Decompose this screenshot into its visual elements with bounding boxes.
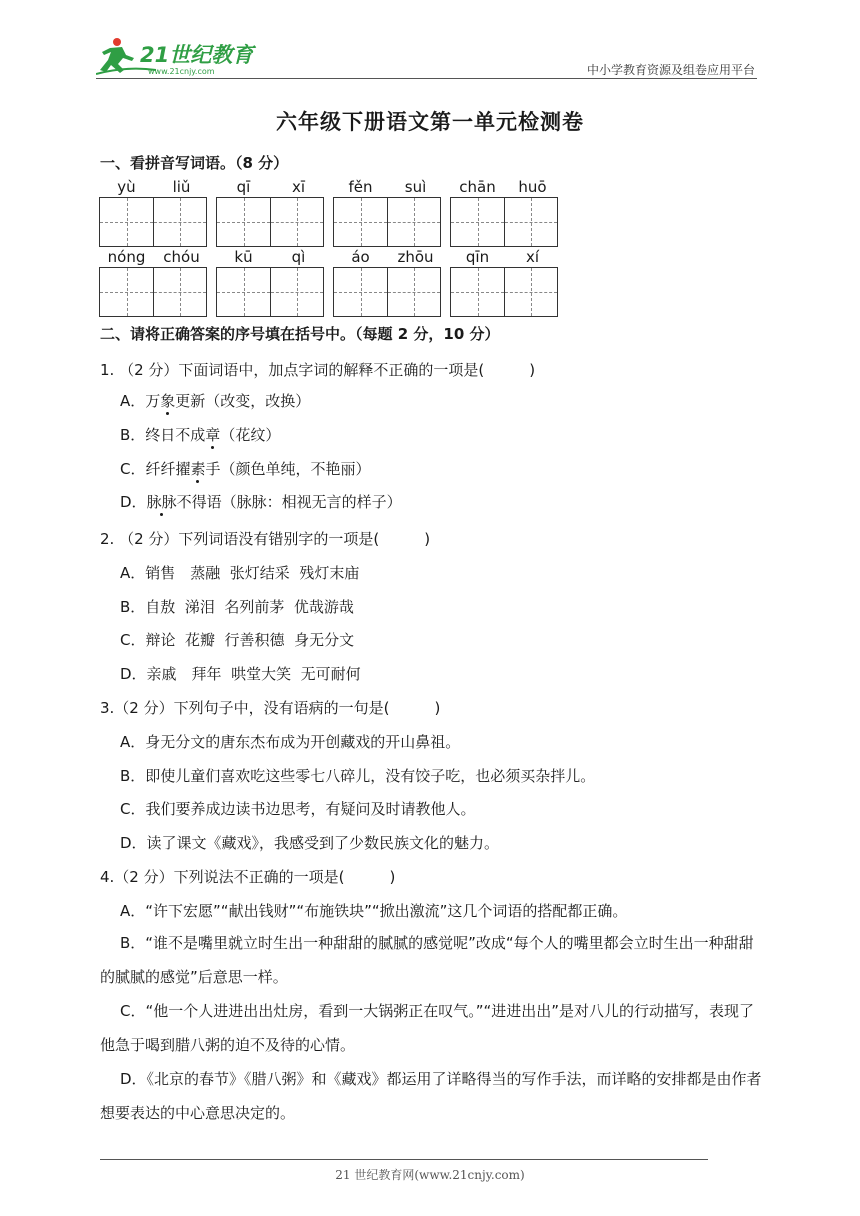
q4-option-b[interactable]: B．“谁不是嘴里就立时生出一种甜甜的腻腻的感觉呢”改成“每个人的嘴里都会立时生出一种甜甜的腻腻的感觉”后意思一样。: [100, 934, 754, 986]
question-1-stem: 1. （2 分）下面词语中，加点字词的解释不正确的一项是( ): [100, 361, 536, 379]
q3-option-c[interactable]: C．我们要养成边读书边思考，有疑问及时请教他人。: [120, 800, 476, 818]
question-3-stem: 3.（2 分）下列句子中，没有语病的一句是( ): [100, 699, 441, 717]
q2-option-a[interactable]: A．销售 蒸融 张灯结采 残灯末庙: [120, 564, 360, 582]
q2-option-d[interactable]: D．亲戚 拜年 哄堂大笑 无可耐何: [120, 665, 361, 683]
q1-option-d[interactable]: D．脉脉不得语（脉脉：相视无言的样子）: [120, 493, 402, 511]
q1-option-c[interactable]: C．纤纤擢素手（颜色单纯，不艳丽）: [120, 460, 371, 478]
q3-option-b[interactable]: B．即使儿童们喜欢吃这些零七八碎儿，没有饺子吃，也必须买杂拌儿。: [120, 767, 596, 785]
writing-grid[interactable]: [99, 197, 207, 247]
q4-option-a[interactable]: A．“许下宏愿”“献出钱财”“布施铁块”“掀出激流”这几个词语的搭配都正确。: [120, 902, 628, 920]
writing-grid[interactable]: [333, 267, 441, 317]
runner-logo-icon: [96, 36, 266, 76]
writing-grid[interactable]: [450, 267, 558, 317]
writing-grid[interactable]: [333, 197, 441, 247]
section-2-heading: 二、请将正确答案的序号填在括号中。（每题 2 分，10 分）: [100, 325, 500, 343]
header-divider: [96, 78, 757, 79]
q4-option-d[interactable]: D．《北京的春节》《腊八粥》和《藏戏》都运用了详略得当的写作手法，而详略的安排都是由作者想要表达的中心意思决定的。: [100, 1070, 762, 1122]
page-footer: 21 世纪教育网(www.21cnjy.com): [335, 1168, 525, 1182]
footer-divider: [100, 1159, 708, 1160]
svg-text:www.21cnjy.com: www.21cnjy.com: [148, 67, 215, 76]
page-header: [0, 0, 860, 80]
emphasis-dot: 脉脉: [146, 493, 177, 511]
q1-option-b[interactable]: B．终日不成章（花纹）: [120, 426, 281, 444]
pinyin-group-1: yù liǔ: [99, 177, 209, 247]
emphasis-dot: 章: [205, 426, 221, 444]
q3-option-d[interactable]: D．读了课文《藏戏》，我感受到了少数民族文化的魅力。: [120, 834, 500, 852]
pinyin-group-5: nóng chóu: [99, 247, 209, 317]
question-4-stem: 4.（2 分）下列说法不正确的一项是( ): [100, 868, 396, 886]
q2-option-c[interactable]: C．辩论 花瓣 行善积德 身无分文: [120, 631, 355, 649]
section-1-heading: 一、看拼音写词语。（8 分）: [100, 154, 289, 172]
page-title: 六年级下册语文第一单元检测卷: [276, 110, 584, 134]
writing-grid[interactable]: [450, 197, 558, 247]
emphasis-dot: 素: [190, 460, 206, 478]
pinyin-group-3: fěn suì: [333, 177, 443, 247]
pinyin-group-7: áo zhōu: [333, 247, 443, 317]
q1-option-a[interactable]: A．万象更新（改变，改换）: [120, 392, 311, 410]
pinyin-group-2: qī xī: [216, 177, 326, 247]
pinyin-group-4: chān huō: [450, 177, 560, 247]
q2-option-b[interactable]: B．自敖 涕泪 名列前茅 优哉游哉: [120, 598, 354, 616]
emphasis-dot: 象: [160, 392, 176, 410]
site-logo: [96, 36, 266, 76]
platform-tagline: 中小学教育资源及组卷应用平台: [586, 63, 755, 77]
writing-grid[interactable]: [216, 197, 324, 247]
q3-option-a[interactable]: A．身无分文的唐东杰布成为开创藏戏的开山鼻祖。: [120, 733, 461, 751]
pinyin-group-6: kū qì: [216, 247, 326, 317]
writing-grid[interactable]: [99, 267, 207, 317]
pinyin-group-8: qīn xí: [450, 247, 560, 317]
q4-option-c[interactable]: C．“他一个人进进出出灶房，看到一大锅粥正在叹气。”“进进出出”是对八儿的行动描写，表现了他急于喝到腊八粥的迫不及待的心情。: [100, 1002, 755, 1054]
writing-grid[interactable]: [216, 267, 324, 317]
question-2-stem: 2. （2 分）下列词语没有错别字的一项是( ): [100, 530, 431, 548]
svg-text:21世纪教育: 21世纪教育: [140, 43, 254, 67]
